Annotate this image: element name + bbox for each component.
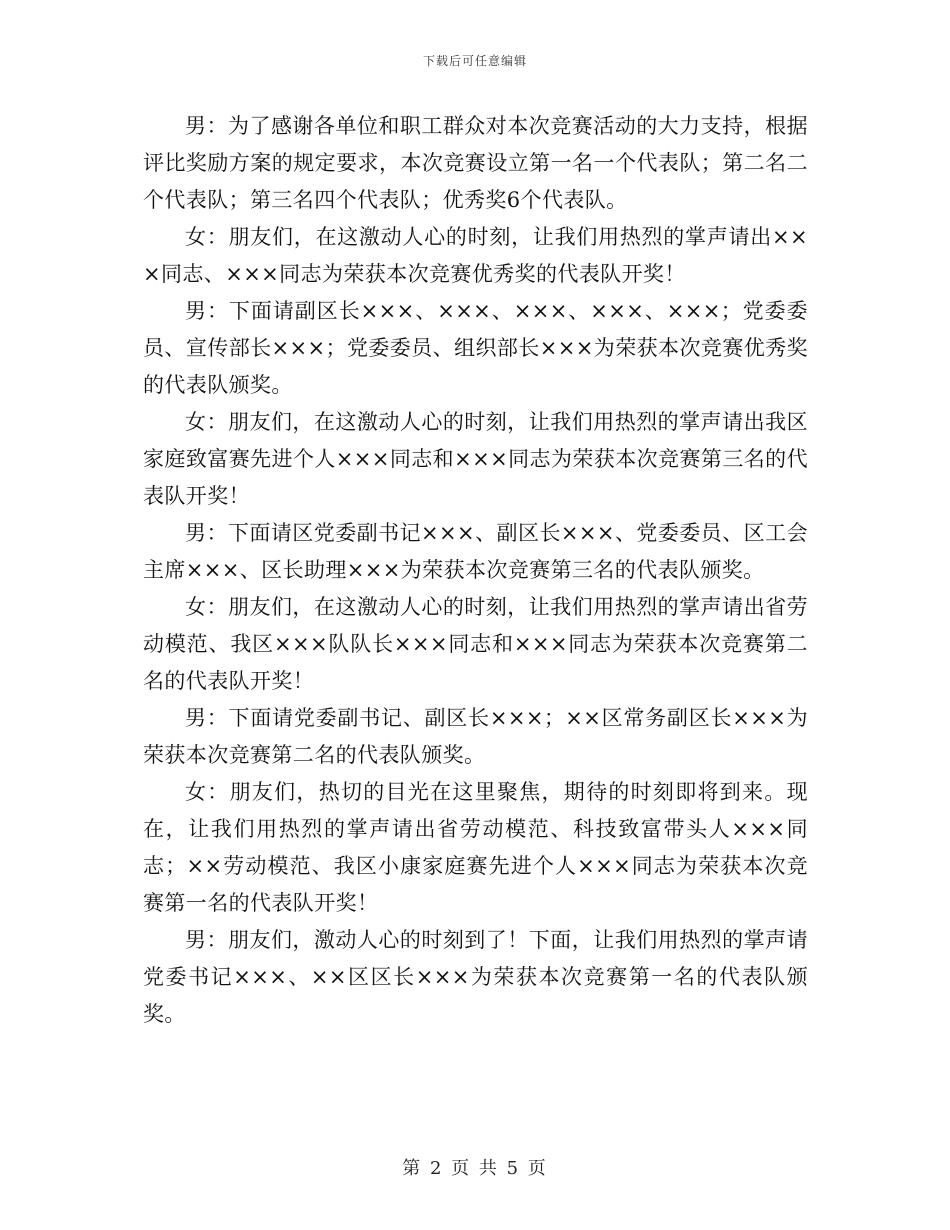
paragraph-8: 女：朋友们，热切的目光在这里聚焦，期待的时刻即将到来。现在，让我们用热烈的掌声请出省劳动模范、科技致富带头人×××同志；××劳动模范、我区小康家庭赛先进个人×××同志为荣获本次竞赛第一名的代表队开奖！ [143,780,808,915]
paragraph-3: 男：下面请副区长×××、×××、×××、×××、×××；党委委员、宣传部长×××；党委委员、组织部长×××为荣获本次竞赛优秀奖的代表队颁奖。 [143,299,808,397]
paragraph-9: 男：朋友们，激动人心的时刻到了！下面，让我们用热烈的掌声请党委书记×××、××区区长×××为荣获本次竞赛第一名的代表队颁奖。 [143,928,808,1026]
paragraph-2: 女：朋友们，在这激动人心的时刻，让我们用热烈的掌声请出×××同志、×××同志为荣获本次竞赛优秀奖的代表队开奖！ [143,225,808,286]
paragraph-4: 女：朋友们，在这激动人心的时刻，让我们用热烈的掌声请出我区家庭致富赛先进个人×××同志和×××同志为荣获本次竞赛第三名的代表队开奖！ [143,410,808,508]
paragraph-6: 女：朋友们，在这激动人心的时刻，让我们用热烈的掌声请出省劳动模范、我区×××队队长×××同志和×××同志为荣获本次竞赛第二名的代表队开奖！ [143,595,808,693]
paragraph-5: 男：下面请区党委副书记×××、副区长×××、党委委员、区工会主席×××、区长助理×××为荣获本次竞赛第三名的代表队颁奖。 [143,521,808,582]
paragraph-7: 男：下面请党委副书记、副区长×××；××区常务副区长×××为荣获本次竞赛第二名的代表队颁奖。 [143,706,808,767]
paragraph-1: 男：为了感谢各单位和职工群众对本次竞赛活动的大力支持，根据评比奖励方案的规定要求，本次竞赛设立第一名一个代表队；第二名二个代表队；第三名四个代表队；优秀奖6个代表队。 [143,114,808,212]
page-header: 下载后可任意编辑 [422,54,527,68]
document-body [143,108,808,1033]
page-number-footer: 第 2 页 共 5 页 [402,1158,548,1179]
